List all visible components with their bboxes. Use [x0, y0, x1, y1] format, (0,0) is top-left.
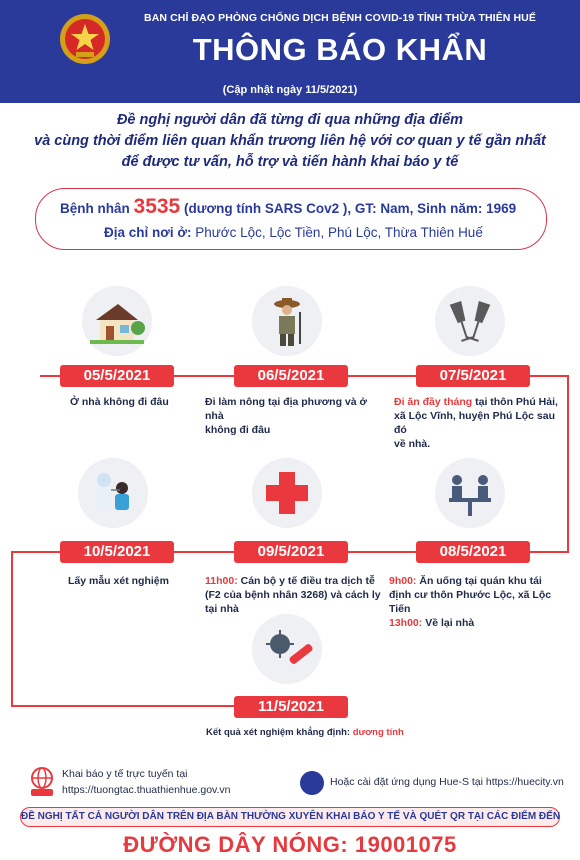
event-time: 13h00: [389, 617, 423, 629]
update-date: (Cập nhật ngày 11/5/2021) [222, 84, 358, 96]
event-time: 9h00: [389, 575, 417, 587]
event-line: định cư thôn Phước Lộc, xã Lộc Tiến [389, 589, 552, 615]
event-line: không đi đâu [205, 424, 271, 436]
date-badge: 10/5/2021 [60, 541, 174, 563]
event-line: Ăn uống tại quán khu tái [416, 575, 542, 587]
patient-prefix: Bệnh nhân [60, 201, 130, 216]
intro-line: để được tư vấn, hỗ trợ và tiến hành khai báo y tế [121, 154, 459, 170]
patient-address [104, 225, 483, 240]
date-badge: 08/5/2021 [416, 541, 530, 563]
event-line: Đi làm nông tại địa phương và ở nhà [205, 396, 367, 422]
event-text [389, 574, 574, 630]
event-line: Về lại nhà [422, 617, 475, 629]
dining-table-icon [435, 458, 505, 528]
address-label: Địa chỉ nơi ở: [104, 225, 192, 240]
event-highlight: Đi ăn đầy tháng [394, 396, 473, 408]
sample-collection-icon [78, 458, 148, 528]
event-text [206, 726, 404, 740]
www-globe-icon [30, 767, 54, 797]
patient-summary [60, 195, 516, 219]
event-time: 11h00: [205, 575, 238, 587]
event-text [394, 395, 569, 451]
event-text [68, 574, 169, 588]
date-badge: 09/5/2021 [234, 541, 348, 563]
house-icon [82, 286, 152, 356]
date-badge: 06/5/2021 [234, 365, 348, 387]
date-badge: 11/5/2021 [234, 696, 348, 718]
hue-s-app-icon [300, 771, 324, 795]
intro-line: và cùng thời điểm liên quan khẩn trương liên hệ với cơ quan y tế gần nhất [34, 133, 546, 149]
event-highlight: dương tính [352, 727, 404, 738]
page-title: THÔNG BÁO KHẨN [192, 32, 488, 67]
event-line: về nhà. [394, 438, 431, 450]
event-line: Ở nhà không đi đâu [70, 396, 169, 408]
event-text [70, 395, 169, 409]
event-text [205, 574, 390, 616]
event-line: tại nhà [205, 603, 239, 615]
champagne-glasses-icon [435, 286, 505, 356]
patient-number: 3535 [133, 195, 181, 218]
event-line: Kết quả xét nghiệm khẳng định: [206, 727, 353, 738]
date-badge: 07/5/2021 [416, 365, 530, 387]
event-line: tại thôn Phú Hải, [472, 396, 558, 408]
intro-line: Đề nghị người dân đã từng đi qua những địa điểm [116, 112, 464, 128]
medical-cross-icon [252, 458, 322, 528]
hotline-number: ĐƯỜNG DÂY NÓNG: 19001075 [123, 832, 457, 857]
header-banner [0, 0, 580, 103]
event-line: Lấy mẫu xét nghiệm [68, 575, 169, 587]
qr-scan-banner: ĐỀ NGHỊ TẤT CẢ NGƯỜI DÂN TRÊN ĐỊA BÀN THƯỜNG XUYÊN KHAI BÁO Y TẾ VÀ QUÉT QR TẠI CÁC ĐIỂM ĐẾN [20, 807, 560, 827]
footer-declaration-text: Khai báo y tế trực tuyến tại [62, 768, 188, 780]
patient-info-box [35, 188, 547, 250]
intro-text [20, 110, 560, 173]
virus-test-tube-icon [252, 614, 322, 684]
date-badge: 05/5/2021 [60, 365, 174, 387]
patient-details: (dương tính SARS Cov2 ), GT: Nam, Sinh năm: 1969 [184, 201, 517, 216]
farmer-icon [252, 286, 322, 356]
app-install-text: Hoặc cài đặt ứng dụng Hue-S tại https://huecity.vn [330, 776, 564, 788]
event-line: Cán bộ y tế điều tra dịch tễ [237, 575, 375, 587]
event-line: (F2 của bệnh nhân 3268) và cách ly [205, 589, 381, 601]
address-value: Phước Lộc, Lộc Tiền, Phú Lộc, Thừa Thiên Huế [195, 225, 483, 240]
event-line: xã Lộc Vĩnh, huyện Phú Lộc sau đó [394, 410, 556, 436]
event-text [205, 395, 385, 437]
organization-name: BAN CHỈ ĐẠO PHÒNG CHỐNG DỊCH BỆNH COVID-19 TỈNH THỪA THIÊN HUẾ [144, 12, 536, 24]
declaration-link[interactable]: https://tuongtac.thuathienhue.gov.vn [62, 784, 231, 796]
